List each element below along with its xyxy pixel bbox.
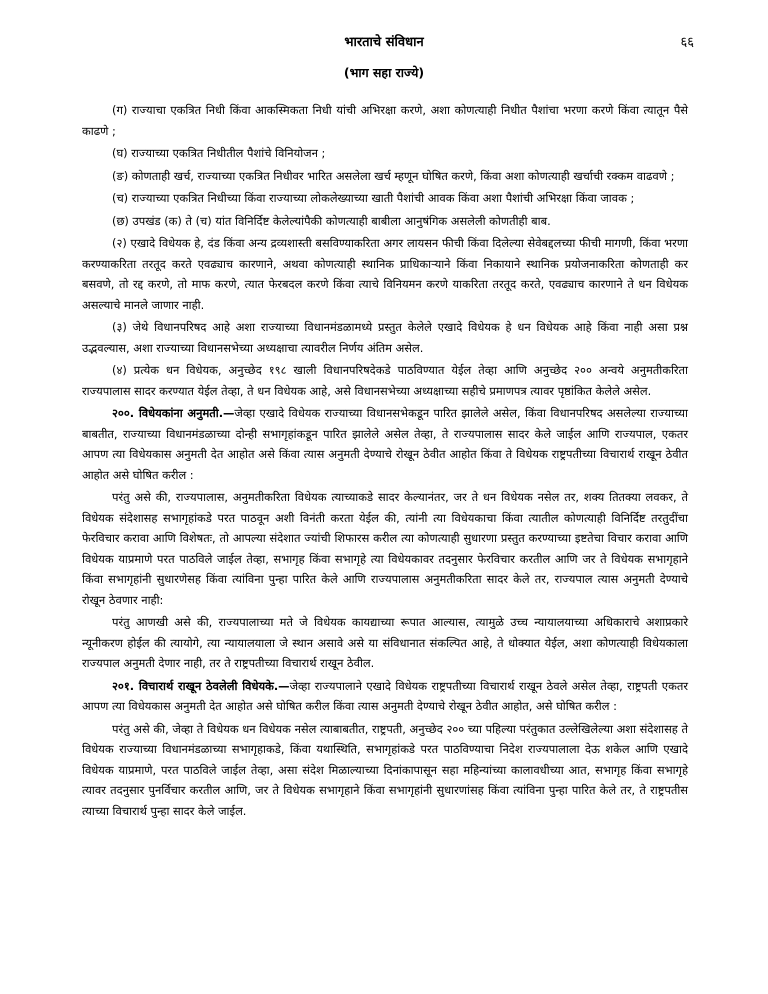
clause-gh: (घ) राज्याच्या एकत्रित निधीतील पैशांचे विनियोजन ; [112, 146, 326, 160]
page-number: ६६ [680, 35, 694, 50]
article-200-heading: २००. विधेयकांना अनुमती.— [112, 406, 235, 420]
article-200 [82, 403, 688, 485]
article-201-proviso: परंतु असे की, जेव्हा ते विधेयक धन विधेयक नसेल त्याबाबतीत, राष्ट्रपती, अनुच्छेद २०० च्या पहिल्या परंतुकात उल्लेखिलेल्या अशा संदेशासह ते विधेयक राज्याच्या विधानमंडळाच्या सभागृहाकडे, किंवा यथास्थिति, सभागृहांकडे परत पाठविण्याचा निदेश राज्यपालाला देऊ शकेल आणि एखादे विधेयक याप्रमाणे, परत पाठविले जाईल तेव्हा, असा संदेश मिळाल्याच्या दिनांकापासून सहा महिन्यांच्या कालावधीच्या आत, सभागृह किंवा सभागृहे त्यावर तदनुसार पुनर्विचार करतील आणि, जर ते विधेयक सभागृहाने किंवा सभागृहांनी सुधारणांसह किंवा त्यांविना पुन्हा पारित केले तर, ते राष्ट्रपतीस त्याच्या विचारार्थ पुन्हा सादर केले जाईल. [82, 721, 688, 818]
article-201 [82, 676, 688, 717]
document-body [82, 100, 688, 823]
article-201-heading: २०१. विचारार्थ राखून ठेवलेली विधेयके.— [112, 678, 290, 693]
clause-ch: (च) राज्याच्या एकत्रित निधीच्या किंवा राज्याच्या लोकलेख्याच्या खाती पैशांची आवक किंवा अशा पैशांची अभिरक्षा किंवा जावक ; [112, 191, 635, 205]
book-title: भारताचे संविधान [344, 35, 424, 50]
clause-chh: (छ) उपखंड (क) ते (च) यांत विनिर्दिष्ट केलेल्यांपैकी कोणत्याही बाबीला आनुषंगिक असलेली कोणतीही बाब. [112, 213, 551, 228]
paragraph-4: (४) प्रत्येक धन विधेयक, अनुच्छेद १९८ खाली विधानपरिषदेकडे पाठविण्यात येईल तेव्हा आणि अनुच्छेद २०० अन्वये अनुमतीकरिता राज्यपालास सादर करण्यात येईल तेव्हा, ते धन विधेयक आहे, असे विधानसभेच्या अध्यक्षाच्या सहीचे प्रमाणपत्र त्यावर पृष्ठांकित केलेले असेल. [82, 363, 688, 398]
paragraph-3: (३) जेथे विधानपरिषद आहे अशा राज्याच्या विधानमंडळामध्ये प्रस्तुत केलेले एखादे विधेयक हे धन विधेयक आहे किंवा नाही असा प्रश्न उद्भवल्यास, अशा राज्याच्या विधानसभेच्या अध्यक्षाचा त्यावरील निर्णय अंतिम असेल. [82, 320, 688, 355]
part-subtitle: (भाग सहा राज्ये) [343, 65, 425, 80]
article-200-proviso-2: परंतु आणखी असे की, राज्यपालाच्या मते जे विधेयक कायद्याच्या रूपात आल्यास, त्यामुळे उच्च न्यायालयाच्या अधिकाराचे अशाप्रकारे न्यूनीकरण होईल की त्यायोगे, त्या न्यायालयाला जे स्थान असावे असे या संविधानात संकल्पित आहे, ते धोक्यात येईल, अशा कोणत्याही विधेयकाला राज्यपाल अनुमती देणार नाही, तर ते राष्ट्रपतीच्या विचारार्थ राखून ठेवील. [82, 615, 688, 670]
clause-g: (ग) राज्याचा एकत्रित निधी किंवा आकस्मिकता निधी यांची अभिरक्षा करणे, अशा कोणत्याही निधीत पैशांचा भरणा करणे किंवा त्यातून पैसे काढणे ; [82, 103, 688, 138]
paragraph-2: (२) एखादे विधेयक हे, दंड किंवा अन्य द्रव्यशास्ती बसविण्याकरिता अगर लायसन फीची किंवा दिलेल्या सेवेबद्दलच्या फीची मागणी, किंवा भरणा करण्याकरिता तरतूद करते एवढ्याच कारणाने, अथवा कोणत्याही स्थानिक प्राधिकाऱ्याने किंवा निकायाने स्थानिक प्रयोजनाकरिता कोणताही कर बसवणे, तो रद्द करणे, तो माफ करणे, त्यात फेरबदल करणे किंवा त्याचे विनियमन करणे याकरिता तरतूद करते, एवढ्याच कारणाने ते धन विधेयक असल्याचे मानले जाणार नाही. [82, 236, 688, 312]
article-200-text: जेव्हा एखादे विधेयक राज्याच्या विधानसभेकडून पारित झालेले असेल, किंवा विधानपरिषद असलेल्या राज्याच्या बाबतीत, राज्याच्या विधानमंडळाच्या दोन्ही सभागृहांकडून पारित झालेले असेल तेव्हा, ते राज्यपालास सादर केले जाईल आणि राज्यपाल, एकतर आपण त्या विधेयकास अनुमती देत आहोत असे किंवा त्यास अनुमती देण्याचे रोखून ठेवीत आहोत किंवा ते विधेयक राष्ट्रपतीच्या विचारार्थ राखून ठेवीत आहोत असे घोषित करील : [82, 406, 688, 482]
page-header [0, 32, 768, 52]
clause-ng: (ङ) कोणताही खर्च, राज्याच्या एकत्रित निधीवर भारित असलेला खर्च म्हणून घोषित करणे, किंवा अशा कोणत्याही खर्चाची रक्कम वाढवणे ; [112, 168, 675, 183]
article-200-proviso-1: परंतु असे की, राज्यपालास, अनुमतीकरिता विधेयक त्याच्याकडे सादर केल्यानंतर, जर ते धन विधेयक नसेल तर, शक्य तितक्या लवकर, ते विधेयक संदेशासह सभागृहांकडे परत पाठवून अशी विनंती करता येईल की, त्यांनी त्या विधेयकाचा किंवा त्यातील कोणत्याही विनिर्दिष्ट तरतुदींचा फेरविचार करावा आणि विशेषतः, तो आपल्या संदेशात ज्यांची शिफारस करील त्या कोणत्याही सुधारणा प्रस्तुत करण्याच्या इष्टतेचा विचार करावा आणि विधेयक याप्रमाणे परत पाठविले जाईल तेव्हा, सभागृह किंवा सभागृहे त्या विधेयकावर तदनुसार फेरविचार करतील आणि जर ते विधेयक सभागृहाने किंवा सभागृहांनी सुधारणेसह किंवा त्यांविना पुन्हा पारित केले आणि राज्यपालास अनुमतीकरिता सादर केले तर, राज्यपाल त्यास अनुमती देण्याचे रोखून ठेवणार नाही: [82, 490, 688, 607]
article-201-text: जेव्हा राज्यपालाने एखादे विधेयक राष्ट्रपतीच्या विचारार्थ राखून ठेवले असेल तेव्हा, राष्ट्रपती एकतर आपण त्या विधेयकास अनुमती देत आहोत असे घोषित करील किंवा त्यास अनुमती देण्याचे रोखून ठेवीत आहोत, असे घोषित करील : [82, 678, 688, 713]
